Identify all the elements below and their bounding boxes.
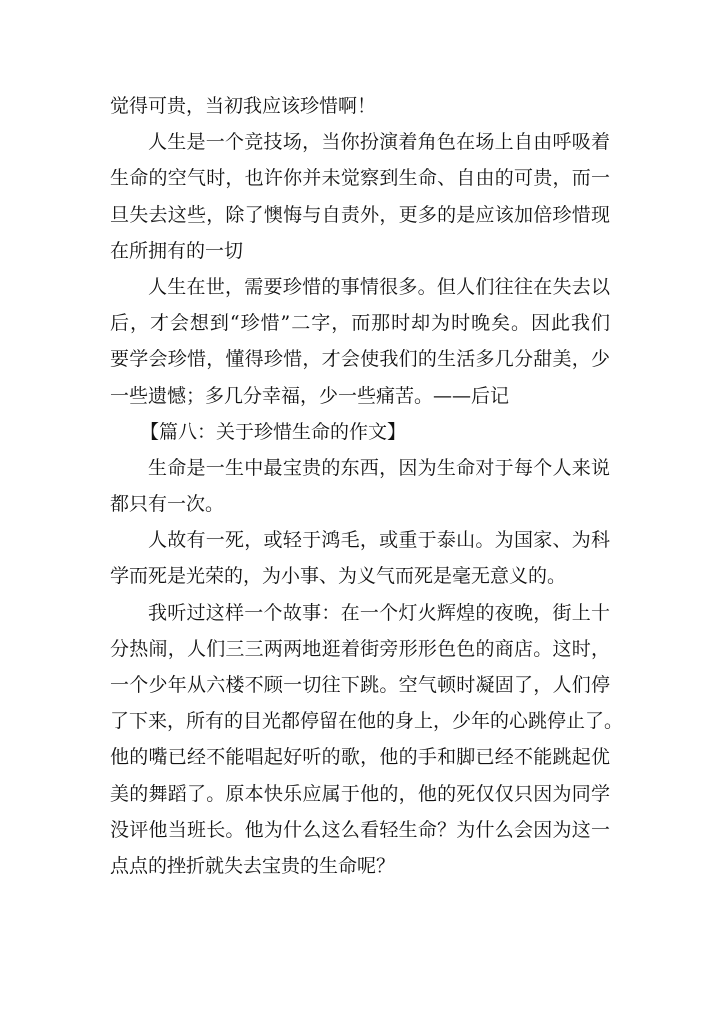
text-line: 后，才会想到“珍惜”二字，而那时却为时晚矣。因此我们 xyxy=(110,312,610,335)
paragraph-line: 人生在世，需要珍惜的事情很多。但人们往往在失去以 xyxy=(148,275,610,298)
text-line: 美的舞蹈了。原本快乐应属于他的，他的死仅仅只因为同学 xyxy=(110,782,610,805)
text-line: 一些遗憾；多几分幸福，少一些痛苦。——后记 xyxy=(110,384,510,407)
text-line: 旦失去这些，除了懊悔与自责外，更多的是应该加倍珍惜现 xyxy=(110,203,610,226)
text-line: 要学会珍惜，懂得珍惜，才会使我们的生活多几分甜美，少 xyxy=(110,348,610,371)
text-line: 一个少年从六楼不顾一切往下跳。空气顿时凝固了，人们停 xyxy=(110,674,610,696)
paragraph-line: 人故有一死，或轻于鸿毛，或重于泰山。为国家、为科 xyxy=(148,529,610,552)
paragraph-line: 我听过这样一个故事：在一个灯火辉煌的夜晚，街上十 xyxy=(148,601,610,624)
paragraph-line: 生命是一生中最宝贵的东西，因为生命对于每个人来说 xyxy=(148,456,610,479)
text-line: 学而死是光荣的，为小事、为义气而死是毫无意义的。 xyxy=(110,565,567,588)
paragraph-line: 人生是一个竞技场，当你扮演着角色在场上自由呼吸着 xyxy=(148,131,610,154)
text-line: 他的嘴已经不能唱起好听的歌，他的手和脚已经不能跳起优 xyxy=(110,746,610,769)
text-line: 觉得可贵，当初我应该珍惜啊！ xyxy=(110,95,377,117)
text-line: 都只有一次。 xyxy=(110,493,225,516)
text-line: 点点的挫折就失去宝贵的生命呢？ xyxy=(110,854,396,877)
text-line: 分热闹，人们三三两两地逛着街旁形形色色的商店。这时， xyxy=(110,637,610,660)
section-heading: 【篇八：关于珍惜生命的作文】 xyxy=(140,420,407,443)
text-line: 在所拥有的一切 xyxy=(110,239,244,262)
text-line: 了下来，所有的目光都停留在他的身上，少年的心跳停止了。 xyxy=(110,710,624,733)
text-line: 没评他当班长。他为什么这么看轻生命？为什么会因为这一 xyxy=(110,818,610,841)
text-line: 生命的空气时，也许你并未觉察到生命、自由的可贵，而一 xyxy=(110,167,610,190)
document-page xyxy=(110,88,624,884)
